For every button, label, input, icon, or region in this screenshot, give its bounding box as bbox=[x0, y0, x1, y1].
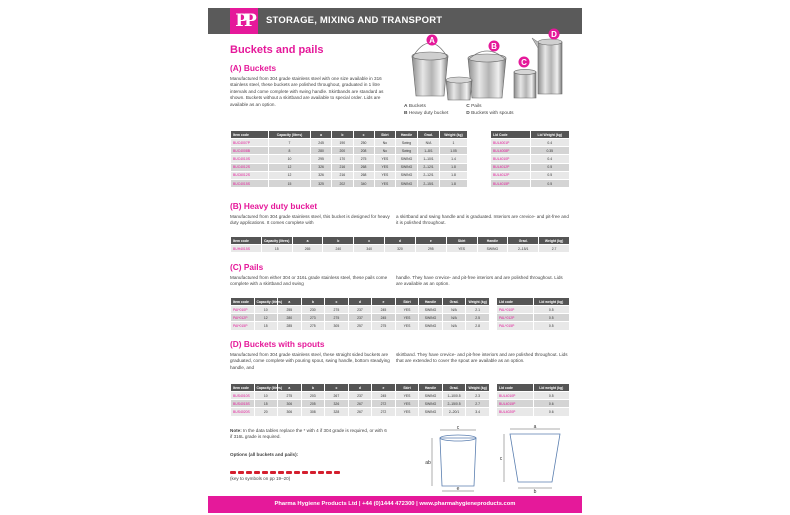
table-cell: YES bbox=[395, 400, 419, 408]
table-cell: SWING bbox=[396, 163, 418, 171]
table-cell: 0.5 bbox=[530, 171, 570, 179]
table-cell: 326 bbox=[311, 171, 332, 179]
column-header: Capacity (litres) bbox=[261, 237, 292, 245]
symbol-icon bbox=[286, 471, 292, 474]
column-header: Item code bbox=[231, 384, 255, 392]
table-cell: 1.8 bbox=[440, 163, 468, 171]
table-cell: 295 bbox=[415, 245, 446, 253]
table-cell: 3.4 bbox=[466, 408, 490, 416]
section-b-title: (B) Heavy duty bucket bbox=[230, 201, 318, 211]
legend-item-a: A Buckets bbox=[404, 104, 426, 109]
table-cell: 325 bbox=[311, 179, 332, 187]
table-cell: YES bbox=[374, 171, 395, 179]
table-cell: 1 bbox=[440, 139, 468, 147]
table-cell: 306 bbox=[278, 400, 302, 408]
table-cell: 237 bbox=[348, 306, 372, 314]
table-cell: BUL4012P bbox=[491, 163, 531, 171]
column-header: Capacity (litres) bbox=[254, 298, 278, 306]
table-row bbox=[231, 171, 468, 179]
table-cell: 15 bbox=[261, 245, 292, 253]
table-cell: 10 bbox=[269, 155, 311, 163]
section-b-text-left: Manufactured from 304 grade stainless steel, this bucket is designed for heavy duty applications. It comes complete with bbox=[230, 214, 390, 226]
page-title: Buckets and pails bbox=[230, 44, 324, 56]
table-cell: 7 bbox=[269, 139, 311, 147]
bucket-dimension-diagram bbox=[418, 424, 498, 494]
table-cell: YES bbox=[395, 322, 419, 330]
table-cell: 257 bbox=[348, 322, 372, 330]
table-cell: 245 bbox=[372, 306, 396, 314]
column-header: Item code bbox=[231, 237, 262, 245]
table-cell: 230 bbox=[301, 306, 325, 314]
table-cell: 20 bbox=[254, 408, 278, 416]
legend-item-d: D Buckets with spouts bbox=[466, 110, 514, 116]
table-row bbox=[231, 322, 490, 330]
column-header: Skirt bbox=[374, 131, 395, 139]
table-cell: BUL4008P bbox=[491, 147, 531, 155]
column-header: Weight (kg) bbox=[440, 131, 468, 139]
table-cell: 275 bbox=[353, 155, 374, 163]
column-header: e bbox=[372, 384, 396, 392]
table-row bbox=[491, 147, 570, 155]
table-cell: 275 bbox=[325, 306, 349, 314]
table-cell: PAL*015P bbox=[497, 322, 534, 330]
column-header: Item code bbox=[231, 131, 269, 139]
column-header: a bbox=[292, 237, 323, 245]
table-cell: 0.5 bbox=[533, 306, 570, 314]
table-cell: 0.5 bbox=[533, 322, 570, 330]
note-label: Note: bbox=[230, 428, 242, 433]
table-cell: 237 bbox=[348, 392, 372, 400]
table-header-row bbox=[231, 384, 490, 392]
table-cell: 0.35 bbox=[530, 147, 570, 155]
section-c-lid-table bbox=[496, 297, 570, 331]
table-cell: 275 bbox=[301, 322, 325, 330]
symbol-icon bbox=[318, 471, 324, 474]
table-cell: SWING bbox=[419, 322, 443, 330]
table-cell: YES bbox=[395, 408, 419, 416]
symbol-icon bbox=[310, 471, 316, 474]
table-row bbox=[497, 408, 570, 416]
column-header: Weight (kg) bbox=[466, 298, 490, 306]
table-cell: SWING bbox=[419, 400, 443, 408]
column-header: b bbox=[301, 298, 325, 306]
table-cell: 340 bbox=[353, 179, 374, 187]
table-cell: 237 bbox=[348, 314, 372, 322]
table-cell: 1.4 bbox=[440, 155, 468, 163]
table-row bbox=[497, 400, 570, 408]
table-cell: BUS4015S bbox=[231, 400, 255, 408]
dim-label-a: a bbox=[533, 424, 537, 430]
column-header: c bbox=[354, 237, 385, 245]
table-cell: N/A bbox=[442, 306, 466, 314]
section-c-title: (C) Pails bbox=[230, 262, 264, 272]
table-cell: BUL4015P bbox=[491, 179, 531, 187]
brand-logo: PP bbox=[230, 8, 258, 34]
symbol-icon bbox=[278, 471, 284, 474]
table-cell: YES bbox=[446, 245, 477, 253]
table-cell: BUL4020P bbox=[497, 408, 534, 416]
table-header-row bbox=[231, 237, 570, 245]
table-cell: 2–12/1 bbox=[418, 171, 440, 179]
marker-c: C bbox=[521, 58, 527, 67]
pail-dimension-diagram bbox=[498, 424, 570, 494]
column-header: e bbox=[372, 298, 396, 306]
table-cell: 10 bbox=[254, 306, 278, 314]
column-header: Skirt bbox=[395, 298, 419, 306]
table-cell: 2–15/1 bbox=[508, 245, 539, 253]
column-header: Lid code bbox=[497, 298, 534, 306]
table-cell: BUL4012P bbox=[491, 171, 531, 179]
table-row bbox=[491, 155, 570, 163]
table-cell: YES bbox=[374, 155, 395, 163]
table-cell: PAI*015P bbox=[231, 322, 255, 330]
table-cell: 1.05 bbox=[440, 147, 468, 155]
symbol-icon bbox=[246, 471, 252, 474]
table-row bbox=[491, 139, 570, 147]
column-header: d bbox=[348, 298, 372, 306]
column-header: Grad. bbox=[418, 131, 440, 139]
section-d-table bbox=[230, 383, 490, 417]
table-cell: No bbox=[374, 139, 395, 147]
table-cell: 8 bbox=[269, 147, 311, 155]
table-cell: BUL4001P bbox=[491, 139, 531, 147]
table-cell: BUC4012S bbox=[231, 163, 269, 171]
table-cell: BUC4007P bbox=[231, 139, 269, 147]
table-cell: 275 bbox=[278, 392, 302, 400]
table-header-row bbox=[491, 131, 570, 139]
table-cell: 268 bbox=[353, 171, 374, 179]
table-row bbox=[497, 314, 570, 322]
column-header: Lid weight (kg) bbox=[533, 298, 570, 306]
column-header: d bbox=[385, 237, 416, 245]
table-cell: 285 bbox=[278, 322, 302, 330]
column-header: Capacity (litres) bbox=[254, 384, 278, 392]
table-cell: 2–15/1 bbox=[418, 179, 440, 187]
table-cell: YES bbox=[395, 392, 419, 400]
table-cell: N/A bbox=[418, 139, 440, 147]
options-title: Options (all buckets and pails): bbox=[230, 452, 299, 457]
column-header: Lid Code bbox=[491, 131, 531, 139]
table-cell: 2.7 bbox=[466, 400, 490, 408]
table-row bbox=[231, 400, 490, 408]
table-cell: SWING bbox=[419, 408, 443, 416]
table-cell: SWING bbox=[419, 306, 443, 314]
section-d-lid-table bbox=[496, 383, 570, 417]
table-row bbox=[231, 408, 490, 416]
table-cell: 326 bbox=[311, 163, 332, 171]
column-header: Weight (kg) bbox=[539, 237, 570, 245]
table-cell: 200 bbox=[332, 147, 353, 155]
section-d-title: (D) Buckets with spouts bbox=[230, 339, 325, 349]
product-photo bbox=[398, 28, 570, 102]
column-header: e bbox=[415, 237, 446, 245]
table-cell: 0.6 bbox=[533, 408, 570, 416]
table-row bbox=[497, 392, 570, 400]
column-header: c bbox=[325, 384, 349, 392]
column-header: Grad. bbox=[508, 237, 539, 245]
column-header: Lid code bbox=[497, 384, 534, 392]
table-cell: 0.5 bbox=[530, 179, 570, 187]
marker-a: A bbox=[429, 36, 435, 45]
table-row bbox=[491, 171, 570, 179]
table-cell: BUS4020S bbox=[231, 408, 255, 416]
column-header: b bbox=[323, 237, 354, 245]
symbols-key-note: (key to symbols on pp 19–20) bbox=[230, 476, 291, 481]
table-cell: 2.7 bbox=[539, 245, 570, 253]
table-cell: 265 bbox=[292, 245, 323, 253]
column-header: Capacity (litres) bbox=[269, 131, 311, 139]
column-header: a bbox=[311, 131, 332, 139]
table-cell: 280 bbox=[311, 147, 332, 155]
catalogue-page bbox=[208, 0, 582, 515]
dim-label-e: e bbox=[456, 486, 460, 492]
table-cell: 1.8 bbox=[440, 171, 468, 179]
table-row bbox=[231, 163, 468, 171]
symbol-icon bbox=[334, 471, 340, 474]
column-header: Item code bbox=[231, 298, 255, 306]
table-row bbox=[231, 139, 468, 147]
table-row bbox=[231, 245, 570, 253]
table-row bbox=[231, 306, 490, 314]
table-cell: BUL4015P bbox=[497, 400, 534, 408]
column-header: b bbox=[301, 384, 325, 392]
table-cell: BUC4010S bbox=[231, 155, 269, 163]
table-cell: 2.5 bbox=[466, 314, 490, 322]
table-cell: BUC4015S bbox=[231, 179, 269, 187]
symbol-icon bbox=[262, 471, 268, 474]
table-cell: PAL*010P bbox=[497, 306, 534, 314]
column-header: Grad. bbox=[442, 384, 466, 392]
marker-b: B bbox=[491, 42, 497, 51]
table-row bbox=[491, 163, 570, 171]
section-c-text-left: Manufactured from either 304 or 316L grade stainless steel, these pails come complete with a skirtband and swing bbox=[230, 275, 388, 287]
table-cell: 0.4 bbox=[530, 139, 570, 147]
table-cell: 306 bbox=[278, 408, 302, 416]
symbol-icon bbox=[238, 471, 244, 474]
photo-legend bbox=[404, 104, 514, 117]
symbol-icon bbox=[230, 471, 236, 474]
table-cell: 308 bbox=[301, 408, 325, 416]
column-header: Skirt bbox=[446, 237, 477, 245]
table-cell: 0.5 bbox=[533, 392, 570, 400]
table-cell: Swing bbox=[396, 139, 418, 147]
section-b-text-right: a skirtband and swing handle and is graduated. Interiors are crevice- and pit-free and it is polished throughout. bbox=[396, 214, 569, 226]
table-row bbox=[497, 322, 570, 330]
column-header: Lid Weight (kg) bbox=[530, 131, 570, 139]
table-cell: 2–15/0.5 bbox=[442, 400, 466, 408]
table-cell: 0.6 bbox=[533, 400, 570, 408]
table-cell: PAI*010P bbox=[231, 306, 255, 314]
table-row bbox=[231, 155, 468, 163]
table-cell: 12 bbox=[254, 314, 278, 322]
section-b-table bbox=[230, 236, 570, 253]
table-cell: 205 bbox=[301, 400, 325, 408]
table-cell: N/A bbox=[442, 322, 466, 330]
column-header: Handle bbox=[419, 384, 443, 392]
table-cell: PAL*012P bbox=[497, 314, 534, 322]
table-cell: 245 bbox=[372, 314, 396, 322]
table-cell: BUL4010P bbox=[497, 392, 534, 400]
table-cell: 340 bbox=[354, 245, 385, 253]
table-cell: SWING bbox=[477, 245, 508, 253]
table-cell: 272 bbox=[372, 400, 396, 408]
table-cell: 216 bbox=[332, 171, 353, 179]
table-cell: 268 bbox=[353, 163, 374, 171]
section-c-table bbox=[230, 297, 490, 331]
table-cell: 0.4 bbox=[530, 155, 570, 163]
table-cell: 245 bbox=[311, 139, 332, 147]
table-cell: SWING bbox=[419, 314, 443, 322]
table-cell: BUC6012S bbox=[231, 171, 269, 179]
table-cell: 208 bbox=[353, 147, 374, 155]
table-header-row bbox=[497, 298, 570, 306]
table-cell: 267 bbox=[325, 392, 349, 400]
table-cell: YES bbox=[395, 314, 419, 322]
dim-label-c2: c bbox=[499, 456, 503, 462]
symbol-icon bbox=[302, 471, 308, 474]
dim-label-ab: ab bbox=[425, 460, 431, 466]
table-cell: 275 bbox=[325, 314, 349, 322]
column-header: d bbox=[348, 384, 372, 392]
table-cell: 272 bbox=[372, 408, 396, 416]
section-d-text-left: Manufactured from 304 grade stainless steel, these straight sided buckets are graduated, come complete with pouring spout, swing handle, bottom steadying handle, and bbox=[230, 352, 390, 370]
table-row bbox=[231, 314, 490, 322]
table-cell: 320 bbox=[385, 245, 416, 253]
column-header: Handle bbox=[396, 131, 418, 139]
table-cell: 250 bbox=[353, 139, 374, 147]
symbol-icon bbox=[270, 471, 276, 474]
table-cell: SWING bbox=[396, 171, 418, 179]
table-cell: N/A bbox=[442, 314, 466, 322]
table-cell: 273 bbox=[301, 314, 325, 322]
table-cell: 0.5 bbox=[530, 163, 570, 171]
table-cell: 295 bbox=[311, 155, 332, 163]
table-cell: PAI*012P bbox=[231, 314, 255, 322]
table-cell: 15 bbox=[269, 179, 311, 187]
table-cell: YES bbox=[395, 306, 419, 314]
table-header-row bbox=[497, 384, 570, 392]
table-cell: 267 bbox=[348, 408, 372, 416]
table-header-row bbox=[231, 131, 468, 139]
section-a-title: (A) Buckets bbox=[230, 63, 277, 73]
table-cell: SWING bbox=[419, 392, 443, 400]
legend-item-b: B Heavy duty bucket bbox=[404, 110, 449, 116]
note-text: Note: In the data tables replace the * with 4 if 304 grade is required, or with 6 if 316L grade is required. bbox=[230, 428, 387, 440]
column-header: c bbox=[325, 298, 349, 306]
table-row bbox=[491, 179, 570, 187]
table-cell: 216 bbox=[332, 163, 353, 171]
table-cell: 12 bbox=[269, 163, 311, 171]
footer-bar: Pharma Hygiene Products Ltd | +44 (0)1444 472300 | www.pharmahygieneproducts.com bbox=[208, 496, 582, 513]
table-cell: 15 bbox=[254, 322, 278, 330]
table-cell: BUS4010S bbox=[231, 392, 255, 400]
table-cell: 202 bbox=[332, 179, 353, 187]
dim-label-c: c bbox=[456, 425, 460, 431]
table-cell: 15 bbox=[254, 400, 278, 408]
column-header: Handle bbox=[477, 237, 508, 245]
table-cell: No bbox=[374, 147, 395, 155]
table-row bbox=[231, 147, 468, 155]
table-cell: 170 bbox=[332, 155, 353, 163]
symbol-icon bbox=[294, 471, 300, 474]
table-cell: 190 bbox=[332, 139, 353, 147]
column-header: b bbox=[332, 131, 353, 139]
table-header-row bbox=[231, 298, 490, 306]
section-c-text-right: handle. They have crevice- and pit-free interiors and are polished throughout. Lids are available as an option. bbox=[396, 275, 563, 287]
table-cell: BUC4008B bbox=[231, 147, 269, 155]
table-cell: 0.5 bbox=[533, 314, 570, 322]
table-cell: 1–10/1 bbox=[418, 155, 440, 163]
table-cell: 2.8 bbox=[466, 322, 490, 330]
table-cell: 255 bbox=[278, 306, 302, 314]
table-row bbox=[231, 392, 490, 400]
table-cell: 280 bbox=[278, 314, 302, 322]
table-row bbox=[231, 179, 468, 187]
column-header: Weight (kg) bbox=[466, 384, 490, 392]
table-cell: 2–12/1 bbox=[418, 163, 440, 171]
table-cell: 1.8 bbox=[440, 179, 468, 187]
marker-d: D bbox=[551, 30, 557, 39]
table-cell: 10 bbox=[254, 392, 278, 400]
table-cell: 1–10/0.5 bbox=[442, 392, 466, 400]
table-cell: 275 bbox=[372, 322, 396, 330]
column-header: a bbox=[278, 298, 302, 306]
table-cell: 245 bbox=[372, 392, 396, 400]
header-title: STORAGE, MIXING AND TRANSPORT bbox=[266, 15, 443, 26]
table-cell: 2–20/1 bbox=[442, 408, 466, 416]
table-cell: BUH4015S bbox=[231, 245, 262, 253]
section-d-text-right: skirtband. They have crevice- and pit-free interiors and are polished throughout. Lids that are extended to cover the spout are available as an option. bbox=[396, 352, 568, 364]
table-cell: 2.3 bbox=[466, 392, 490, 400]
column-header: Handle bbox=[419, 298, 443, 306]
column-header: a bbox=[278, 384, 302, 392]
table-cell: SWING bbox=[396, 179, 418, 187]
table-cell: YES bbox=[374, 179, 395, 187]
column-header: Skirt bbox=[395, 384, 419, 392]
table-cell: 328 bbox=[325, 408, 349, 416]
symbol-icon bbox=[326, 471, 332, 474]
legend-item-c: C Pails bbox=[466, 104, 482, 109]
table-cell: SWING bbox=[396, 155, 418, 163]
table-row bbox=[497, 306, 570, 314]
section-a-text: Manufactured from 304 grade stainless steel with one size available in 316 stainless steel, these buckets are polished throughout, graduated in 1 litre intervals and come complete with swing handle. Skirtbands are standard as shown. Buckets without a skirtband are available to special order. Lids are available as an option. bbox=[230, 76, 384, 107]
table-cell: BUL4010P bbox=[491, 155, 531, 163]
column-header: c bbox=[353, 131, 374, 139]
option-symbols bbox=[230, 464, 360, 472]
column-header: Grad. bbox=[442, 298, 466, 306]
table-cell: 267 bbox=[348, 400, 372, 408]
table-cell: 326 bbox=[325, 400, 349, 408]
symbol-icon bbox=[254, 471, 260, 474]
table-cell: 305 bbox=[325, 322, 349, 330]
table-cell: Swing bbox=[396, 147, 418, 155]
dim-label-b: b bbox=[533, 489, 537, 495]
table-cell: 12 bbox=[269, 171, 311, 179]
table-cell: YES bbox=[374, 163, 395, 171]
section-a-table bbox=[230, 130, 468, 188]
column-header: Lid weight (kg) bbox=[533, 384, 570, 392]
table-cell: 1–8/1 bbox=[418, 147, 440, 155]
table-cell: 240 bbox=[323, 245, 354, 253]
section-a-lid-table bbox=[490, 130, 570, 188]
table-cell: 2.1 bbox=[466, 306, 490, 314]
table-cell: 203 bbox=[301, 392, 325, 400]
